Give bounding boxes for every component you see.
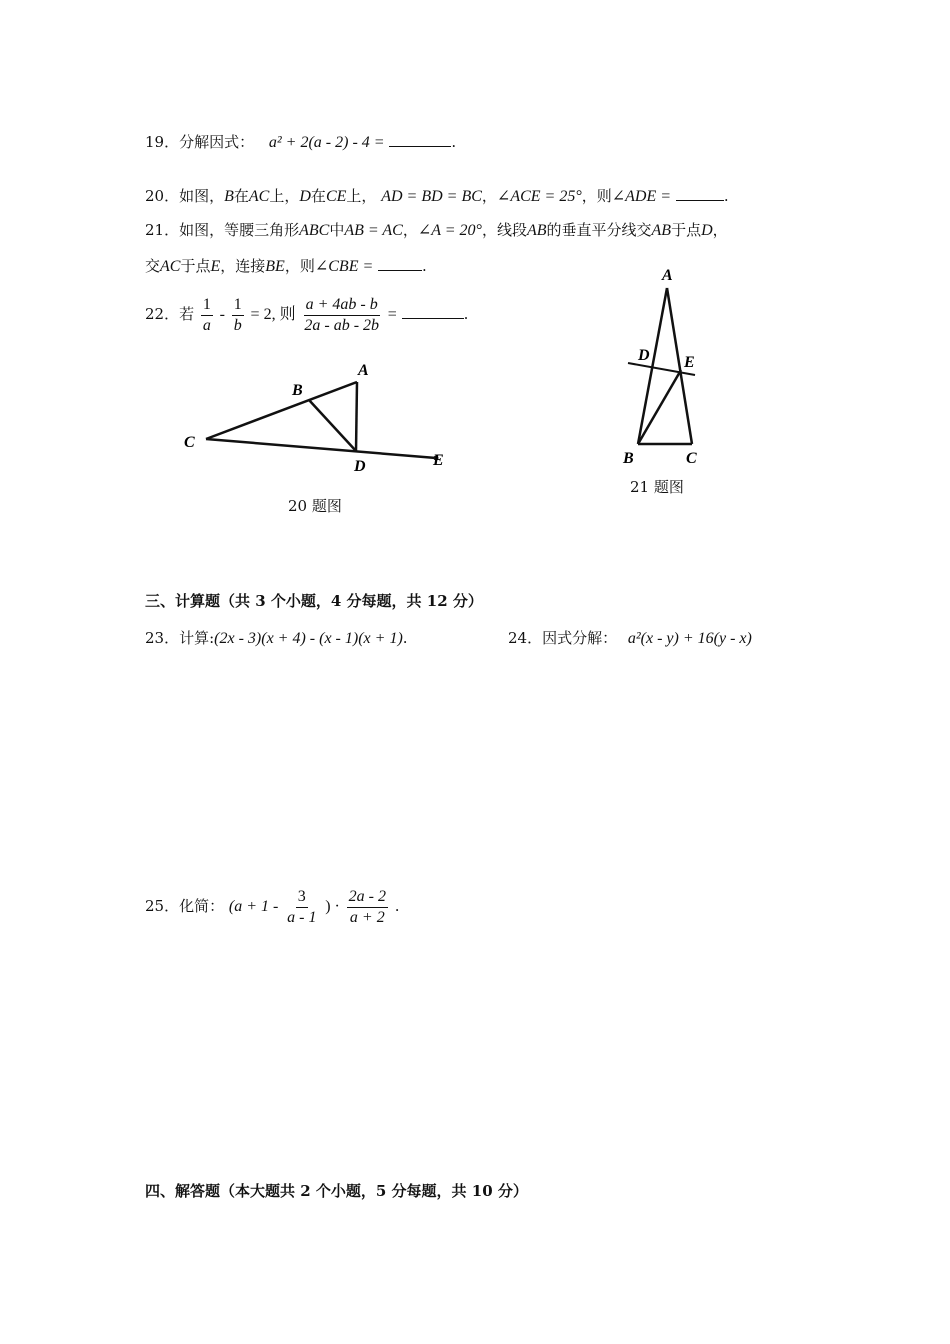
fig20-label-C: C — [184, 434, 195, 451]
fig20-label-A: A — [358, 362, 369, 379]
fig20-label-D: D — [354, 458, 366, 475]
question-24: 24．因式分解： a²(x - y) + 16(y - x) — [508, 629, 752, 647]
section-3-heading: 三、计算题（共 3 个小题，4 分每题，共 12 分） — [145, 592, 483, 610]
question-20: 20．如图，B在AC上，D在CE上， AD = BD = BC，∠ACE = 25°，则∠ADE = . — [145, 187, 729, 205]
q24-expression: a²(x - y) + 16(y - x) — [627, 630, 752, 647]
fig20-label-E: E — [433, 452, 444, 469]
figure-21-caption: 21 题图 — [630, 478, 684, 496]
q21-answer-blank[interactable] — [378, 258, 422, 271]
section-4-heading: 四、解答题（本大题共 2 个小题，5 分每题，共 10 分） — [145, 1182, 528, 1200]
fig20-segment-AD — [356, 382, 357, 451]
q25-fraction-2: $\frac{2a - 2}{a + 2}$ — [348, 887, 386, 926]
figure-20 — [180, 355, 480, 485]
fig21-label-B: B — [623, 450, 634, 467]
figure-21 — [615, 262, 725, 467]
q19-answer-blank[interactable] — [389, 134, 451, 147]
q20-answer-blank[interactable] — [676, 188, 724, 201]
q22-fraction-1: $\frac{1}{a}$ — [202, 295, 211, 334]
figure-20-caption: 20 题图 — [288, 497, 342, 515]
q19-label: 19．分解因式： — [145, 133, 255, 151]
fig20-segment-BD — [309, 400, 356, 451]
question-22: 22．若 $\frac{1}{a}$ - $\frac{1}{b}$ = 2, 则 $\frac{a + 4ab - b}{2a - ab - 2b}$ = . — [145, 295, 469, 334]
fig21-label-C: C — [686, 450, 697, 467]
q22-fraction-3: $\frac{a + 4ab - b}{2a - ab - 2b}$ — [304, 295, 380, 334]
q22-answer-blank[interactable] — [402, 306, 464, 319]
fig21-label-D: D — [638, 347, 650, 364]
question-19: 19．分解因式： a² + 2(a - 2) - 4 = . — [145, 133, 457, 151]
fig20-segment-CE — [206, 439, 436, 458]
fig21-label-E: E — [684, 354, 695, 371]
q19-expression: a² + 2(a - 2) - 4 = — [268, 134, 385, 151]
question-25: 25．化简： (a + 1 - $\frac{3}{a - 1}$ ) · $\frac{2a - 2}{a + 2}$ . — [145, 887, 400, 926]
q22-fraction-2: $\frac{1}{b}$ — [233, 295, 242, 334]
fig20-label-B: B — [292, 382, 303, 399]
question-23: 23．计算:(2x - 3)(x + 4) - (x - 1)(x + 1). — [145, 629, 408, 647]
fig21-label-A: A — [662, 267, 673, 284]
fig20-segment-CA — [206, 382, 357, 439]
q23-expression: (2x - 3)(x + 4) - (x - 1)(x + 1) — [214, 630, 403, 647]
question-21-continued: 交AC于点E，连接BE，则∠CBE = . — [145, 257, 427, 275]
q25-fraction-1: $\frac{3}{a - 1}$ — [287, 887, 317, 926]
question-21: 21．如图，等腰三角形ABC中AB = AC，∠A = 20°，线段AB的垂直平分线交AB于点D， — [145, 221, 728, 239]
